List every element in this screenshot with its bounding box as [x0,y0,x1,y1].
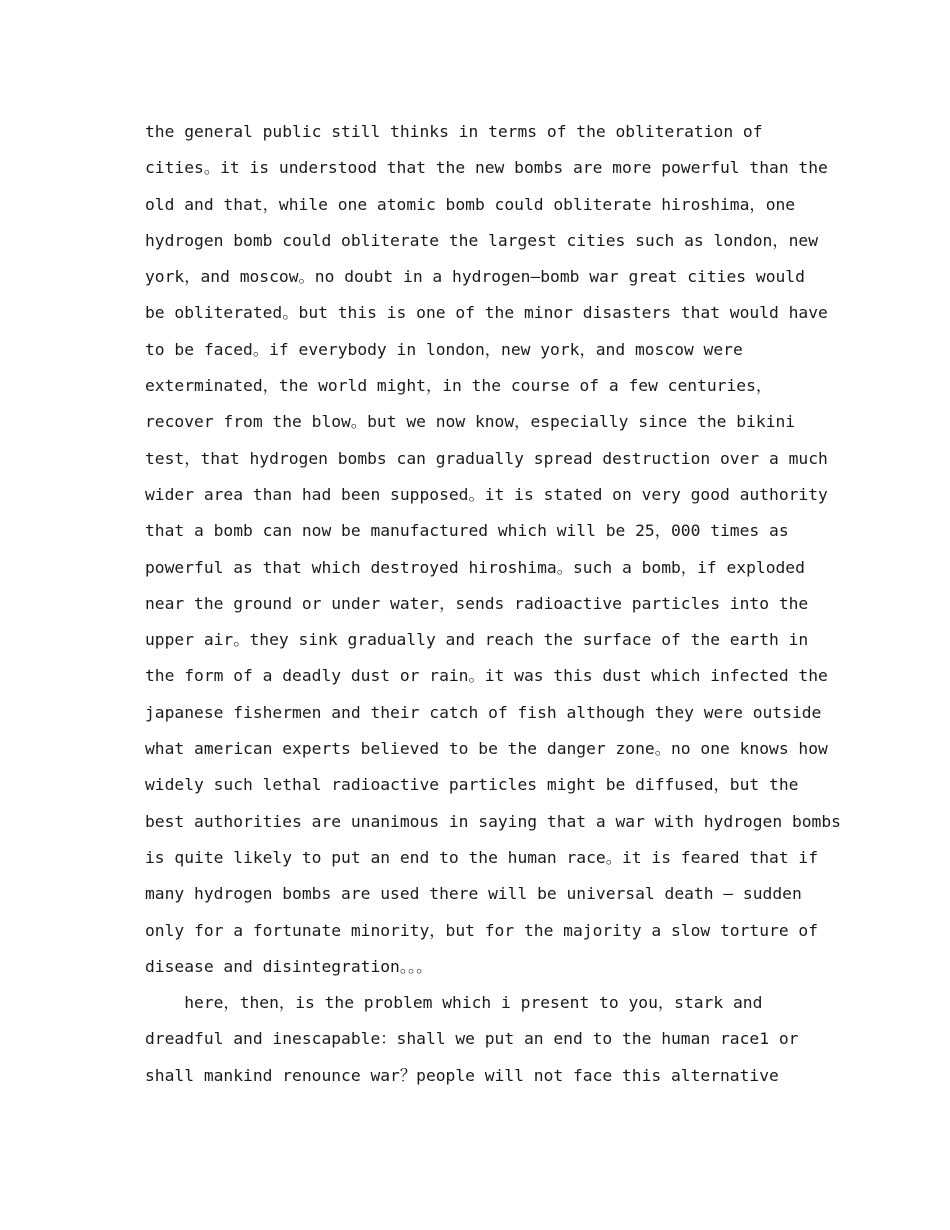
text-line: the general public still thinks in terms of the obliteration of [145,122,763,141]
text-line: what american experts believed to be the danger zone。no one knows how [145,739,828,759]
text-line: shall mankind renounce war？people will not face this alternative [145,1065,779,1085]
text-line: disease and disintegration。。。 [145,956,433,976]
text-line: upper air。they sink gradually and reach the surface of the earth in [145,630,809,650]
body-text [145,114,841,1094]
text-line: wider area than had been supposed。it is stated on very good authority [145,484,828,504]
text-line: widely such lethal radioactive particles might be diffused，but the [145,775,799,795]
text-line: york，and moscow。no doubt in a hydrogen—bomb war great cities would [145,267,805,287]
text-line: hydrogen bomb could obliterate the largest cities such as london，new [145,230,819,250]
text-line: cities。it is understood that the new bombs are more powerful than the [145,158,828,178]
text-line: best authorities are unanimous in saying that a war with hydrogen bombs [145,811,841,831]
text-line: be obliterated。but this is one of the minor disasters that would have [145,303,828,323]
text-line: the form of a deadly dust or rain。it was this dust which infected the [145,666,828,686]
text-line: exterminated，the world might，in the course of a few centuries， [145,376,773,396]
text-line: to be faced。if everybody in london，new york，and moscow were [145,339,743,359]
text-line: recover from the blow。but we now know，especially since the bikini [145,412,796,432]
text-line: test，that hydrogen bombs can gradually spread destruction over a much [145,448,828,468]
text-line: near the ground or under water，sends radioactive particles into the [145,593,809,613]
text-line: is quite likely to put an end to the human race。it is feared that if [145,847,819,867]
paragraph-start-line: here，then，is the problem which i present to you，stark and [145,993,763,1013]
text-line: many hydrogen bombs are used there will be universal death — sudden [145,884,802,904]
text-line: japanese fishermen and their catch of fish although they were outside [145,702,822,722]
text-line: only for a fortunate minority，but for the majority a slow torture of [145,920,819,940]
text-line: powerful as that which destroyed hiroshima。such a bomb，if exploded [145,557,805,577]
text-line: that a bomb can now be manufactured which will be 25，000 times as [145,521,789,541]
text-line: old and that，while one atomic bomb could obliterate hiroshima，one [145,194,796,214]
text-line: dreadful and inescapable：shall we put an end to the human race1 or [145,1029,799,1049]
